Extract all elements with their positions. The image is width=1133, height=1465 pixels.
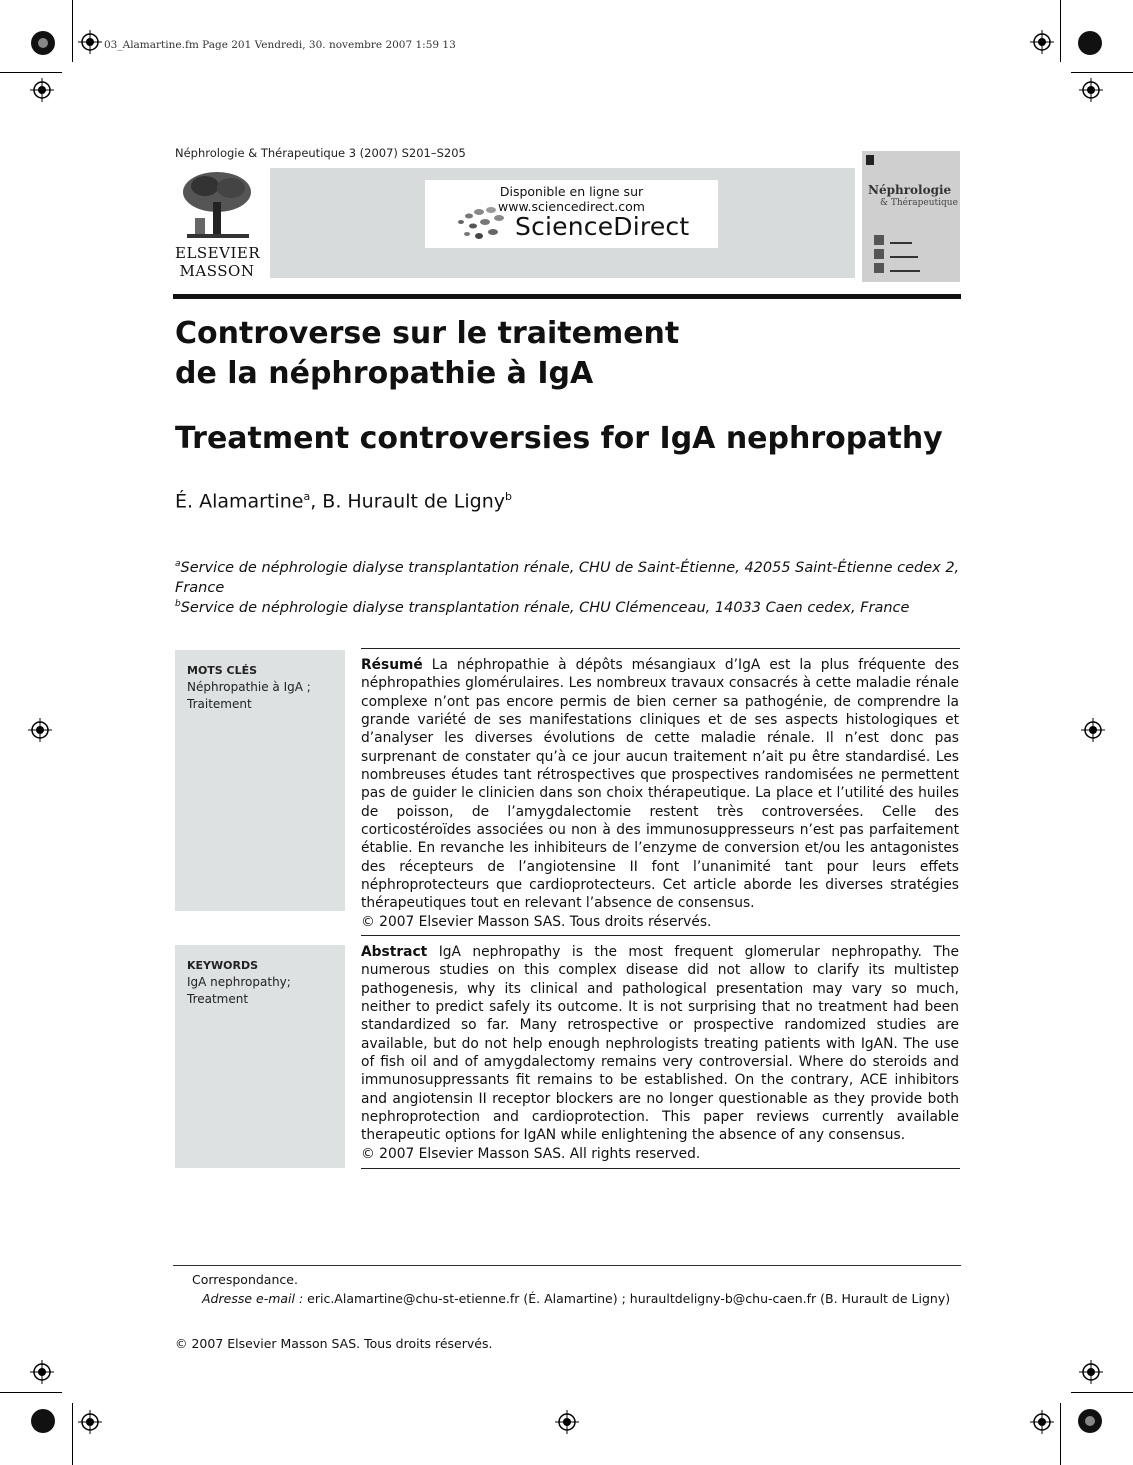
- abstract-body: IgA nephropathy is the most frequent glomerular nephropathy. The numerous studies on this complex disease did not allow to clarify its multistep pathogenesis, why its clinical and pathological presentation may vary so much, neither to predict safely its outcome. It is not surprising that no treatment had been standardized so far. Many retrospective or prospective randomized studies are available, but do not help enough nephrologists treating patients with IgAN. The use of fish oil and of amygdalectomy remains very controversial. Where do steroids and immunosuppressants fit remains to be established. On the contrary, ACE inhibitors and angiotensin II receptor blockers are no longer questionable as they provide both nephroprotection and cardioprotection. This paper reviews currently available therapeutic options for IgAN while enlightening the absence of any consensus.: [361, 944, 959, 1144]
- abstract-english: [361, 943, 959, 1163]
- keywords-box-french: [175, 650, 345, 911]
- email-label: Adresse e-mail :: [202, 1291, 304, 1306]
- header-rule: [173, 294, 961, 299]
- cover-thumb-icon: [874, 249, 884, 259]
- keyword-item: IgA nephropathy;: [187, 975, 291, 989]
- sciencedirect-availability: Disponible en ligne sur www.sciencedirect.com: [498, 184, 645, 214]
- keywords-heading: KEYWORDS: [187, 959, 259, 972]
- affiliation-b: [175, 594, 965, 618]
- publisher-logo: [175, 168, 259, 278]
- tree-logo-icon: [175, 168, 259, 244]
- keyword-item: Traitement: [187, 697, 252, 711]
- abstract-rule: [361, 935, 960, 936]
- registration-mark-icon: [1081, 718, 1105, 742]
- cover-rule: [890, 242, 912, 244]
- affiliation-marker: a: [303, 490, 311, 503]
- crop-line: [0, 72, 62, 73]
- keywords-heading: MOTS CLÉS: [187, 664, 258, 677]
- crop-line: [0, 1392, 62, 1393]
- correspondence-note: Correspondance.: [192, 1272, 298, 1287]
- registration-mark-icon: [1079, 78, 1103, 102]
- dial-mark-icon: [1077, 1408, 1103, 1434]
- affiliation-text: Service de néphrologie dialyse transplantation rénale, CHU Clémenceau, 14033 Caen cedex, France: [180, 599, 910, 616]
- abstract-rule: [361, 648, 960, 649]
- crop-line: [1060, 0, 1061, 62]
- cover-rule: [890, 256, 918, 258]
- registration-mark-icon: [1030, 1410, 1054, 1434]
- author-list: [175, 490, 512, 512]
- footnote-rule: [173, 1265, 961, 1266]
- title-french-line-1: Controverse sur le traitement: [175, 316, 680, 351]
- author-name: É. Alamartine: [175, 490, 304, 513]
- cover-rule: [890, 270, 920, 272]
- crop-line: [1071, 1392, 1133, 1393]
- affiliation-text: Service de néphrologie dialyse transplantation rénale, CHU de Saint-Étienne, 42055 Saint-Étienne cedex 2,: [180, 559, 960, 576]
- abstract-label: Abstract: [361, 944, 428, 960]
- affiliation-text: France: [175, 579, 225, 596]
- affiliation-marker: b: [505, 490, 512, 503]
- sciencedirect-box[interactable]: [425, 180, 718, 248]
- cover-subtitle: & Thérapeutique: [880, 198, 958, 208]
- registration-mark-icon: [1030, 30, 1054, 54]
- journal-citation: Néphrologie & Thérapeutique 3 (2007) S201–S205: [175, 146, 466, 160]
- registration-mark-icon: [30, 1360, 54, 1384]
- title-english: Treatment controversies for IgA nephropathy: [175, 421, 943, 456]
- sciencedirect-dots-icon: [455, 206, 511, 242]
- resume-french: [361, 656, 959, 931]
- cover-thumb-icon: [874, 235, 884, 245]
- affiliation-marker: b: [175, 599, 181, 609]
- keywords-box-english: [175, 945, 345, 1168]
- journal-cover: [862, 151, 960, 282]
- resume-label: Résumé: [361, 657, 423, 673]
- footer-copyright: © 2007 Elsevier Masson SAS. Tous droits réservés.: [175, 1336, 493, 1351]
- abstract-copyright: © 2007 Elsevier Masson SAS. All rights reserved.: [361, 1145, 701, 1162]
- resume-body: La néphropathie à dépôts mésangiaux d’IgA est la plus fréquente des néphropathies glomérulaires. Les nombreux travaux consacrés à cette maladie rénale complexe n’ont pas encore permis de bien cerner sa pathogénie, de comprendre la grande variété de ses manifestations cliniques et de ses aspects histologiques et d’analyser les diverses évolutions de cette maladie rénale. Il n’est donc pas surprenant de constater qu’à ce jour aucun traitement n’ait pu être standardisé. Les nombreuses études tant rétrospectives que prospectives randomisées ne permettent pas de guider le clinicien dans son choix thérapeutique. La place et l’utilité des huiles de poisson, de l’amygdalectomie restent très controversées. Celle des corticostéroïdes associées ou non à des immunosuppresseurs n’est pas parfaitement établie. En revanche les inhibiteurs de l’enzyme de conversion et/ou les antagonistes des récepteurs de l’angiotensine II font l’unanimité tant pour leurs effets néphroprotecteurs que cardioprotecteurs. Cet article aborde les diverses stratégies thérapeutiques tout en relevant l’absence de consensus.: [361, 657, 960, 912]
- logo-line-2: MASSON: [179, 262, 255, 280]
- title-french: [175, 314, 875, 394]
- crop-line: [72, 0, 73, 62]
- email-addresses[interactable]: eric.Alamartine@chu-st-etienne.fr (É. Alamartine) ; huraultdeligny-b@chu-caen.fr (B. Hurault de Ligny): [307, 1291, 951, 1306]
- cover-title: Néphrologie: [868, 183, 952, 197]
- registration-mark-icon: [78, 1410, 102, 1434]
- keyword-item: Treatment: [187, 992, 249, 1006]
- email-note: [202, 1291, 950, 1306]
- resume-copyright: © 2007 Elsevier Masson SAS. Tous droits réservés.: [361, 913, 712, 930]
- registration-mark-icon: [28, 718, 52, 742]
- registration-mark-icon: [30, 78, 54, 102]
- logo-line-1: ELSEVIER: [175, 244, 261, 262]
- registration-mark-icon: [78, 30, 102, 54]
- affiliation-marker: a: [175, 559, 181, 569]
- crop-line: [72, 1403, 73, 1465]
- abstract-rule: [361, 1168, 960, 1169]
- dial-mark-icon: [30, 1408, 56, 1434]
- keyword-item: Néphropathie à IgA ;: [187, 680, 311, 694]
- sciencedirect-brand: ScienceDirect: [515, 212, 690, 241]
- registration-mark-icon: [1079, 1360, 1103, 1384]
- crop-line: [1060, 1403, 1061, 1465]
- cover-thumb-icon: [874, 263, 884, 273]
- author-name: B. Hurault de Ligny: [322, 490, 505, 513]
- dial-mark-icon: [30, 30, 56, 56]
- registration-mark-icon: [555, 1410, 579, 1434]
- crop-line: [1071, 72, 1133, 73]
- author-separator: ,: [310, 490, 323, 513]
- affiliation-a: [175, 554, 965, 598]
- title-french-line-2: de la néphropathie à IgA: [175, 356, 594, 391]
- print-slug: 03_Alamartine.fm Page 201 Vendredi, 30. novembre 2007 1:59 13: [104, 39, 456, 51]
- dial-mark-icon: [1077, 30, 1103, 56]
- cover-logo-icon: [866, 155, 874, 165]
